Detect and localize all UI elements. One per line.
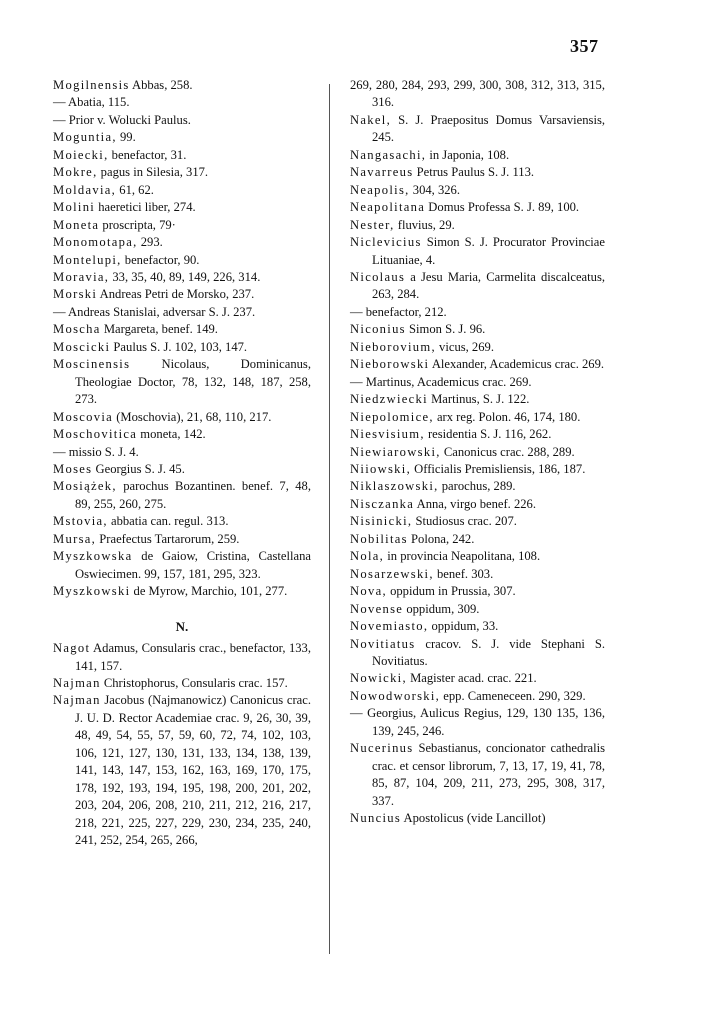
index-entry [350,705,605,740]
entry-text: Adamus, Consularis crac., benefactor, 133, 141, 157. [75,641,311,673]
index-entry [350,583,605,600]
entry-keyword: Monomotapa, [53,235,138,250]
entry-text: moneta, 142. [137,427,206,442]
index-entry [350,461,605,478]
index-entry [350,513,605,530]
entry-keyword: Moscinensis [53,357,131,372]
entry-text: — missio S. J. 4. [53,444,139,459]
entry-keyword: Myszkowska [53,549,133,564]
entry-text: Sebastianus, concionator cathedralis crac. et censor librorum, 7, 13, 17, 19, 41, 78, 85, 87, 104, 209, 211, 273, 295, 308, 317, 337. [372,741,605,808]
index-entry [350,182,605,199]
index-entry [53,692,311,849]
index-entry [350,636,605,671]
entry-text: — benefactor, 212. [350,304,447,319]
entry-text: arx reg. Polon. 46, 174, 180. [433,409,581,424]
index-entry [53,94,311,111]
index-entry [53,199,311,216]
entry-text: Polona, 242. [407,531,475,546]
entry-keyword: Najman [53,675,101,690]
index-entry [350,217,605,234]
entry-text: Officialis Premisliensis, 186, 187. [411,461,586,476]
entry-keyword: Nola, [350,549,385,564]
entry-text: pagus in Silesia, 317. [97,165,209,180]
entry-text: Simon S. J. 96. [405,322,486,337]
entry-text: Georgius S. J. 45. [92,461,185,476]
index-entry [350,304,605,321]
section-heading-n: N. [175,618,189,634]
entry-keyword: Nobilitas [350,531,408,546]
entry-text: Apostolicus (vide Lancillot) [401,811,546,826]
entry-text: Praefectus Tartarorum, 259. [96,531,240,546]
entry-text: S. J. Praepositus Domus Varsaviensis, 245. [372,112,605,145]
entry-keyword: Moguntia, [53,130,117,145]
index-entry [53,77,311,94]
index-entry [350,810,605,827]
entry-text: oppidum, 33. [428,619,499,634]
index-entry [53,304,311,321]
entry-text: benefactor, 31. [108,147,187,162]
index-entry [350,670,605,687]
entry-keyword: Moscha [53,322,101,337]
entry-text: Andreas Petri de Morsko, 237. [97,287,255,302]
index-entry [53,129,311,146]
index-entry [350,77,605,112]
entry-text: Margareta, benef. 149. [100,322,218,337]
entry-text: 269, 280, 284, 293, 299, 300, 308, 312, 313, 315, 316. [350,78,605,110]
entry-text: proscripta, 79· [99,217,176,232]
entry-keyword: Moscovia [53,409,114,424]
entry-keyword: Niesvisium, [350,427,425,442]
index-entry [350,164,605,181]
entry-keyword: Mosiążek, [53,479,117,494]
entry-keyword: Novense [350,601,404,616]
index-entry [53,147,311,164]
index-entry [350,374,605,391]
entry-text: residentia S. J. 116, 262. [424,427,552,442]
index-entry [53,513,311,530]
index-entry [53,478,311,513]
entry-text: Jacobus (Najmanowicz) Canonicus crac. J. U. D. Rector Academiae crac. 9, 26, 30, 39, 48, 49, 54, 55, 57, 59, 60, 72, 74, 102, 103, 106, 121, 127, 130, 131, 133, 134, 138, 139, 141, 143, 147, 153, 162, 163, 169, 170, 175, 178, 192, 193, 194, 195, 198, 200, 201, 202, 203, 204, 206, 208, 210, 211, 212, 216, 217, 218, 221, 225, 227, 229, 230, 234, 235, 240, 241, 252, 254, 265, 266, [75,693,311,848]
index-entry [53,444,311,461]
index-entry [350,444,605,461]
index-entry [53,461,311,478]
entry-text: Christophorus, Consularis crac. 157. [100,675,288,690]
entry-text: Paulus S. J. 102, 103, 147. [110,339,248,354]
index-entry [350,391,605,408]
entry-text: vicus, 269. [435,339,494,354]
entry-text: in Japonia, 108. [426,147,510,162]
entry-keyword: Moscicki [53,339,111,354]
index-entry [350,339,605,356]
entry-keyword: Neapolitana [350,200,426,215]
entry-keyword: Nagot [53,641,91,656]
entry-keyword: Neapolis, [350,182,410,197]
index-entry [350,548,605,565]
entry-text: — Prior v. Wolucki Paulus. [53,112,191,127]
index-entry [350,112,605,147]
index-entry [53,286,311,303]
index-entries-m [53,77,311,601]
entry-text: Domus Professa S. J. 89, 100. [425,200,580,215]
page-number: 357 [570,36,599,56]
entry-text: Abbas, 258. [129,78,193,92]
entry-keyword: Nieborowski [350,357,430,372]
entry-text: Anna, virgo benef. 226. [414,496,536,511]
entry-text: 99. [116,130,136,145]
index-entry [350,147,605,164]
index-entry [350,496,605,513]
entry-text: Nicolaus, Dominicanus, Theologiae Doctor, 78, 132, 148, 187, 258, 273. [75,357,311,407]
entry-text: de Myrow, Marchio, 101, 277. [130,584,288,599]
entry-text: benefactor, 90. [121,252,200,267]
entry-text: cracov. S. J. vide Stephani S. Novitiatus. [372,636,605,668]
entry-text: Alexander, Academicus crac. 269. [429,357,605,372]
entry-text: Petrus Paulus S. J. 113. [413,165,535,180]
entry-keyword: Niconius [350,322,406,337]
index-entry [53,112,311,129]
entry-text: 33, 35, 40, 89, 149, 226, 314. [109,269,261,284]
entry-keyword: Moldavia, [53,182,117,197]
entry-keyword: Niclevicius [350,235,422,250]
index-entry [350,356,605,373]
entry-keyword: Nowicki, [350,671,407,686]
entry-keyword: Nowodworski, [350,688,441,703]
column-divider [329,84,330,954]
index-entry [350,199,605,216]
index-entry [53,640,311,675]
entry-text: 304, 326. [409,182,460,197]
index-entry [53,321,311,338]
entry-keyword: Niewiarowski, [350,444,441,459]
entry-keyword: Nuncius [350,811,402,826]
entry-text: haeretici liber, 274. [95,200,196,215]
entry-keyword: Nangasachi, [350,147,427,162]
entry-keyword: Molini [53,200,96,215]
index-entry [53,583,311,600]
index-entry [350,688,605,705]
entry-keyword: Niiowski, [350,461,412,476]
index-entries-right [350,77,605,827]
index-entry [350,409,605,426]
index-entry [53,409,311,426]
index-entry [53,217,311,234]
entry-keyword: Mursa, [53,531,97,546]
entry-text: Simon S. J. Procurator Provinciae Lituaniae, 4. [372,235,605,267]
index-entry [350,321,605,338]
entry-keyword: Montelupi, [53,252,122,267]
entry-keyword: Nucerinus [350,741,414,756]
entry-text: parochus Bozantinen. benef. 7, 48, 89, 255, 260, 275. [75,479,311,511]
entry-keyword: Moiecki, [53,147,109,162]
entry-keyword: Niedzwiecki [350,392,428,407]
entry-keyword: Mogilnensis [53,78,130,92]
entry-keyword: Navarreus [350,165,414,180]
entry-text: — Andreas Stanislai, adversar S. J. 237. [53,304,256,319]
index-entry [350,269,605,304]
entry-text: Studiosus crac. 207. [412,514,517,529]
entry-text: parochus, 289. [438,479,516,494]
index-entry [350,566,605,583]
entry-keyword: Nicolaus [350,269,406,284]
entry-keyword: Myszkowski [53,584,131,599]
index-entry [53,269,311,286]
entry-text: abbatia can. regul. 313. [107,514,229,529]
index-entry [53,234,311,251]
index-entry [350,426,605,443]
index-entry [53,252,311,269]
index-entry [53,548,311,583]
entry-keyword: Niepolomice, [350,409,434,424]
entry-text: benef. 303. [433,566,494,581]
entry-keyword: Nieborovium, [350,339,436,354]
entry-keyword: Nisczanka [350,496,415,511]
index-entry [350,601,605,618]
entry-keyword: Nester, [350,217,395,232]
entry-keyword: Nova, [350,584,387,599]
entry-text: — Abatia, 115. [53,95,130,110]
entry-text: — Martinus, Academicus crac. 269. [350,374,532,389]
index-entry [53,426,311,443]
entry-text: epp. Cameneceen. 290, 329. [440,688,586,703]
entry-keyword: Morski [53,287,98,302]
index-entry [350,740,605,810]
entry-keyword: Nisinicki, [350,514,413,529]
entry-text: Martinus, S. J. 122. [427,392,530,407]
entry-text: — Georgius, Aulicus Regius, 129, 130 135, 136, 139, 245, 246. [350,706,605,738]
entry-text: a Jesu Maria, Carmelita discalceatus, 263, 284. [372,269,605,302]
entry-text: de Gaiow, Cristina, Castellana Oswiecimen. 99, 157, 181, 295, 323. [75,549,311,581]
entry-keyword: Mstovia, [53,514,108,529]
entry-keyword: Moravia, [53,269,110,284]
index-entry [53,164,311,181]
entry-text: oppidum in Prussia, 307. [386,584,516,599]
index-entry [53,531,311,548]
entry-keyword: Moses [53,461,93,476]
entry-keyword: Najman [53,693,101,708]
entry-text: (Moschovia), 21, 68, 110, 217. [113,409,272,424]
index-entry [350,618,605,635]
right-column [350,77,605,827]
entry-keyword: Moschovitica [53,427,138,442]
entry-keyword: Novemiasto, [350,619,429,634]
entry-text: fluvius, 29. [394,217,455,232]
index-entry [350,531,605,548]
index-entry [350,234,605,269]
entry-text: oppidum, 309. [403,601,480,616]
entry-keyword: Novitiatus [350,636,416,651]
entry-text: Canonicus crac. 288, 289. [440,444,575,459]
index-entry [350,478,605,495]
entry-keyword: Niklaszowski, [350,479,439,494]
entry-keyword: Moneta [53,217,100,232]
index-entry [53,356,311,408]
entry-keyword: Nakel, [350,112,392,127]
index-entry [53,675,311,692]
entry-text: in provincia Neapolitana, 108. [384,549,541,564]
entry-keyword: Nosarzewski, [350,566,434,581]
entry-keyword: Mokre, [53,165,98,180]
index-entry [53,339,311,356]
index-entry [53,182,311,199]
entry-text: 61, 62. [116,182,154,197]
entry-text: 293. [137,235,163,250]
index-entries-n [53,640,311,849]
entry-text: Magister acad. crac. 221. [406,671,537,686]
left-column [53,77,311,849]
